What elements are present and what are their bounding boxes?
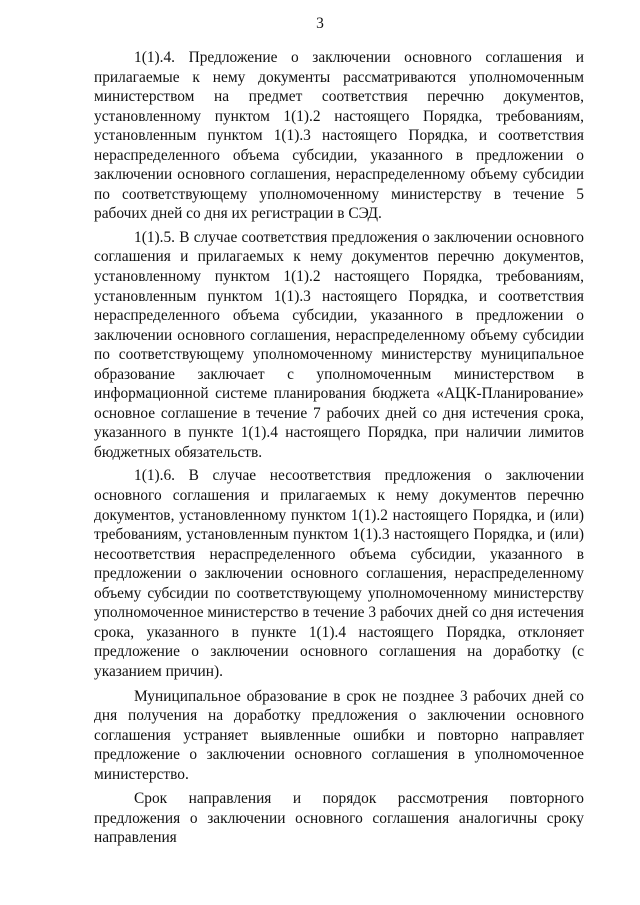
- paragraph-resubmission: Муниципальное образование в срок не позднее 3 рабочих дней со дня получения на доработку предложения о заключении основного соглашения устраняет выявленные ошибки и повторно направляет предложение о заключении основного соглашения в уполномоченное министерство.: [94, 687, 584, 783]
- document-body: [94, 48, 584, 848]
- paragraph-1-1-4: 1(1).4. Предложение о заключении основного соглашения и прилагаемые к нему документы рассматриваются уполномоченным министерством на предмет соответствия перечню документов, установленному пунктом 1(1).2 настоящего Порядка, требованиям, установленным пунктом 1(1).3 настоящего Порядка, и соответствия нераспределенного объема субсидии, указанного в предложении о заключении основного соглашения, нераспределенному объему субсидии по соответствующему уполномоченному министерству в течение 5 рабочих дней со дня их регистрации в СЭД.: [94, 49, 584, 223]
- paragraph-1-1-6: 1(1).6. В случае несоответствия предложения о заключении основного соглашения и прилагаемых к нему документов перечню документов, установленному пунктом 1(1).2 настоящего Порядка, и (или) требованиям, установленным пунктом 1(1).3 настоящего Порядка, и (или) несоответствия нераспределенного объема субсидии, указанного в предложении о заключении основного соглашения, нераспределенному объему субсидии по соответствующему уполномоченному министерству уполномоченное министерство в течение 3 рабочих дней со дня истечения срока, указанного в пункте 1(1).4 настоящего Порядка, отклоняет предложение о заключении основного соглашения на доработку (с указанием причин).: [94, 467, 584, 680]
- paragraph-1-1-5: 1(1).5. В случае соответствия предложения о заключении основного соглашения и прилагаемых к нему документов перечню документов, установленному пунктом 1(1).2 настоящего Порядка, требованиям, установленным пунктом 1(1).3 настоящего Порядка, и соответствия нераспределенного объема субсидии, указанного в предложении о заключении основного соглашения, нераспределенному объему субсидии по соответствующему уполномоченному министерству муниципальное образование заключает с уполномоченным министерством в информационной системе планирования бюджета «АЦК-Планирование» основное соглашение в течение 7 рабочих дней со дня истечения срока, указанного в пункте 1(1).4 настоящего Порядка, при наличии лимитов бюджетных обязательств.: [94, 228, 584, 461]
- paragraph-repeat-term: Срок направления и порядок рассмотрения повторного предложения о заключении основного соглашения аналогичны сроку направления: [94, 790, 584, 847]
- page-number: 3: [316, 15, 324, 32]
